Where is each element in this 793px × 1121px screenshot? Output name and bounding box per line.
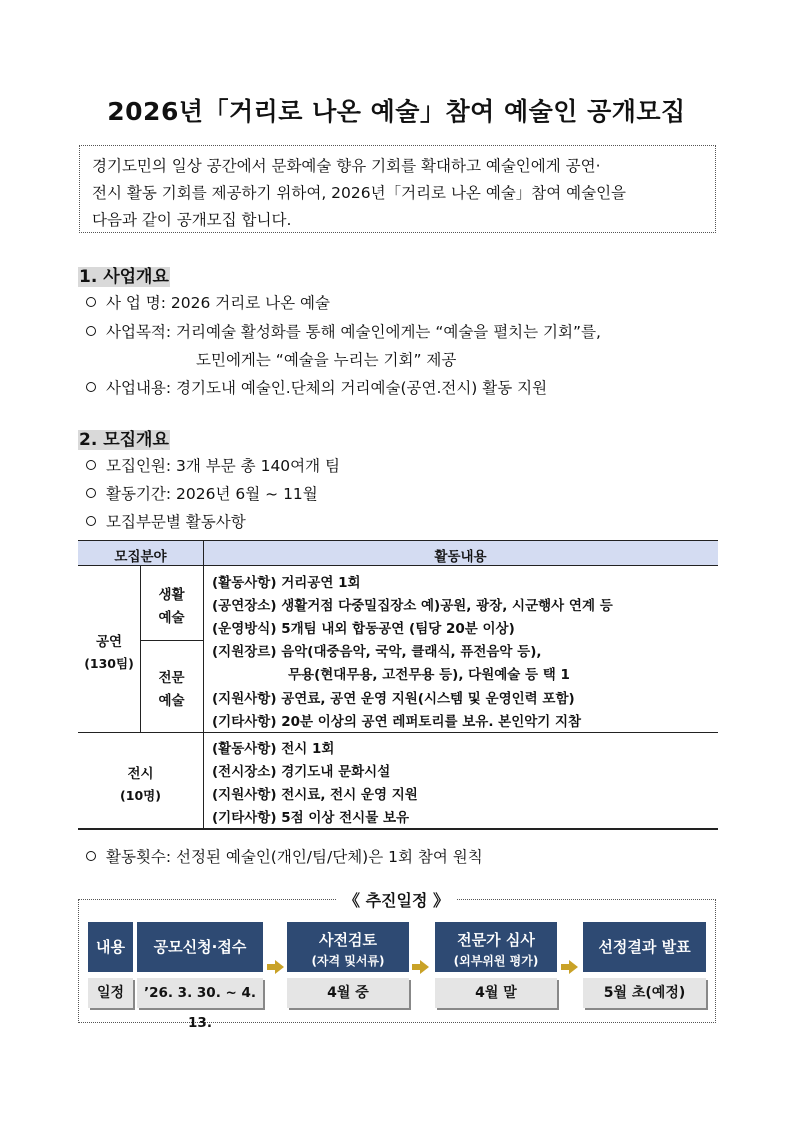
circle-bullet-icon (86, 382, 96, 392)
subcategory-life-art: 예술 (158, 610, 185, 626)
arrow-right-icon (420, 960, 429, 974)
schedule-step-box: 선정결과 발표 (583, 922, 706, 972)
schedule-step-title: 전문가 심사 (457, 931, 535, 949)
schedule-step-box (435, 922, 557, 972)
activity-line: 무용(현대무용, 고전무용 등), 다원예술 등 택 1 (288, 667, 570, 683)
activity-line: (활동사항) 전시 1회 (212, 741, 335, 757)
category-performance: 공연 (95, 634, 123, 650)
bullet-text: 사업목적: 거리예술 활성화를 통해 예술인에게는 “예술을 펼치는 기회”를, (106, 323, 601, 341)
table-divider (203, 540, 204, 829)
intro-line: 다음과 같이 공개모집 합니다. (92, 211, 292, 229)
section-1-title (78, 262, 170, 287)
activity-line: (기타사항) 20분 이상의 공연 레퍼토리를 보유. 본인악기 지참 (212, 714, 582, 730)
bullet-item (86, 454, 340, 476)
bullet-item (86, 482, 318, 504)
circle-bullet-icon (86, 516, 96, 526)
category-exhibition: 전시 (127, 766, 154, 782)
circle-bullet-icon (86, 851, 96, 861)
bullet-text: 활동기간: 2026년 6월 ~ 11월 (106, 485, 318, 503)
activity-line: (전시장소) 경기도내 문화시설 (212, 764, 391, 780)
activity-line: (지원장르) 음악(대중음악, 국악, 클래식, 퓨전음악 등), (212, 644, 542, 660)
table-divider (140, 640, 203, 641)
arrow-right-icon (275, 960, 284, 974)
section-1-heading: 1. 사업개요 (79, 267, 169, 287)
arrow-right-icon (569, 960, 578, 974)
intro-line: 전시 활동 기회를 제공하기 위하여, 2026년「거리로 나온 예술」참여 예술인을 (92, 184, 627, 202)
schedule-step-date: 4월 중 (287, 978, 409, 1008)
bullet-continuation: 도민에게는 “예술을 누리는 기회” 제공 (196, 351, 457, 369)
bullet-text: 사 업 명: 2026 거리로 나온 예술 (106, 294, 330, 312)
table-divider (78, 732, 718, 733)
schedule-row-label-date: 일정 (88, 978, 133, 1008)
circle-bullet-icon (86, 326, 96, 336)
intro-box (79, 145, 716, 233)
subcategory-pro-art: 전문 (158, 670, 185, 686)
schedule-step-date: 5월 초(예정) (583, 978, 706, 1008)
schedule-step-date: ’26. 3. 30. ~ 4. 13. (137, 978, 263, 1008)
bullet-text: 사업내용: 경기도내 예술인.단체의 거리예술(공연.전시) 활동 지원 (106, 379, 548, 397)
circle-bullet-icon (86, 297, 96, 307)
bullet-text: 모집부문별 활동사항 (106, 513, 246, 531)
activity-line: (지원사항) 공연료, 공연 운영 지원(시스템 및 운영인력 포함) (212, 691, 575, 707)
bullet-item (86, 510, 246, 532)
activity-line: (활동사항) 거리공연 1회 (212, 575, 361, 591)
schedule-row-label-content: 내용 (88, 922, 133, 972)
page-title: 2026년「거리로 나온 예술」참여 예술인 공개모집 (107, 97, 686, 126)
bullet-text: 모집인원: 3개 부문 총 140여개 팀 (106, 457, 341, 475)
circle-bullet-icon (86, 460, 96, 470)
category-performance-count: (130팀) (84, 656, 134, 671)
subcategory-life-art: 생활 (158, 587, 185, 603)
section-2-title (78, 425, 170, 450)
schedule-title (0, 888, 793, 911)
schedule-step-box: 공모신청·접수 (137, 922, 263, 972)
bullet-text: 활동횟수: 선정된 예술인(개인/팀/단체)은 1회 참여 원칙 (106, 848, 483, 866)
schedule-heading: 《 추진일정 》 (336, 891, 457, 910)
table-bottom-border (78, 828, 718, 830)
table-header-content: 활동내용 (434, 549, 487, 565)
activity-line: (기타사항) 5점 이상 전시물 보유 (212, 810, 410, 826)
activity-line: (공연장소) 생활거점 다중밀집장소 예)공원, 광장, 시군행사 연계 등 (212, 598, 613, 614)
schedule-step-title: 사전검토 (319, 931, 377, 949)
activity-line: (운영방식) 5개팀 내외 합동공연 (팀당 20분 이상) (212, 621, 515, 637)
activity-line: (지원사항) 전시료, 전시 운영 지원 (212, 787, 418, 803)
section-2-heading: 2. 모집개요 (79, 430, 169, 450)
bullet-item (86, 845, 483, 867)
category-exhibition-count: (10명) (120, 788, 161, 803)
bullet-item (86, 291, 330, 313)
schedule-step-subtitle: (외부위원 평가) (453, 954, 539, 968)
schedule-step-date: 4월 말 (435, 978, 557, 1008)
schedule-step-box (287, 922, 409, 972)
subcategory-pro-art: 예술 (158, 693, 185, 709)
table-header-field: 모집분야 (114, 549, 167, 565)
intro-line: 경기도민의 일상 공간에서 문화예술 향유 기회를 확대하고 예술인에게 공연· (92, 157, 601, 175)
schedule-step-subtitle: (자격 및서류) (311, 954, 385, 968)
bullet-item (86, 376, 547, 398)
circle-bullet-icon (86, 488, 96, 498)
bullet-item (86, 320, 601, 342)
